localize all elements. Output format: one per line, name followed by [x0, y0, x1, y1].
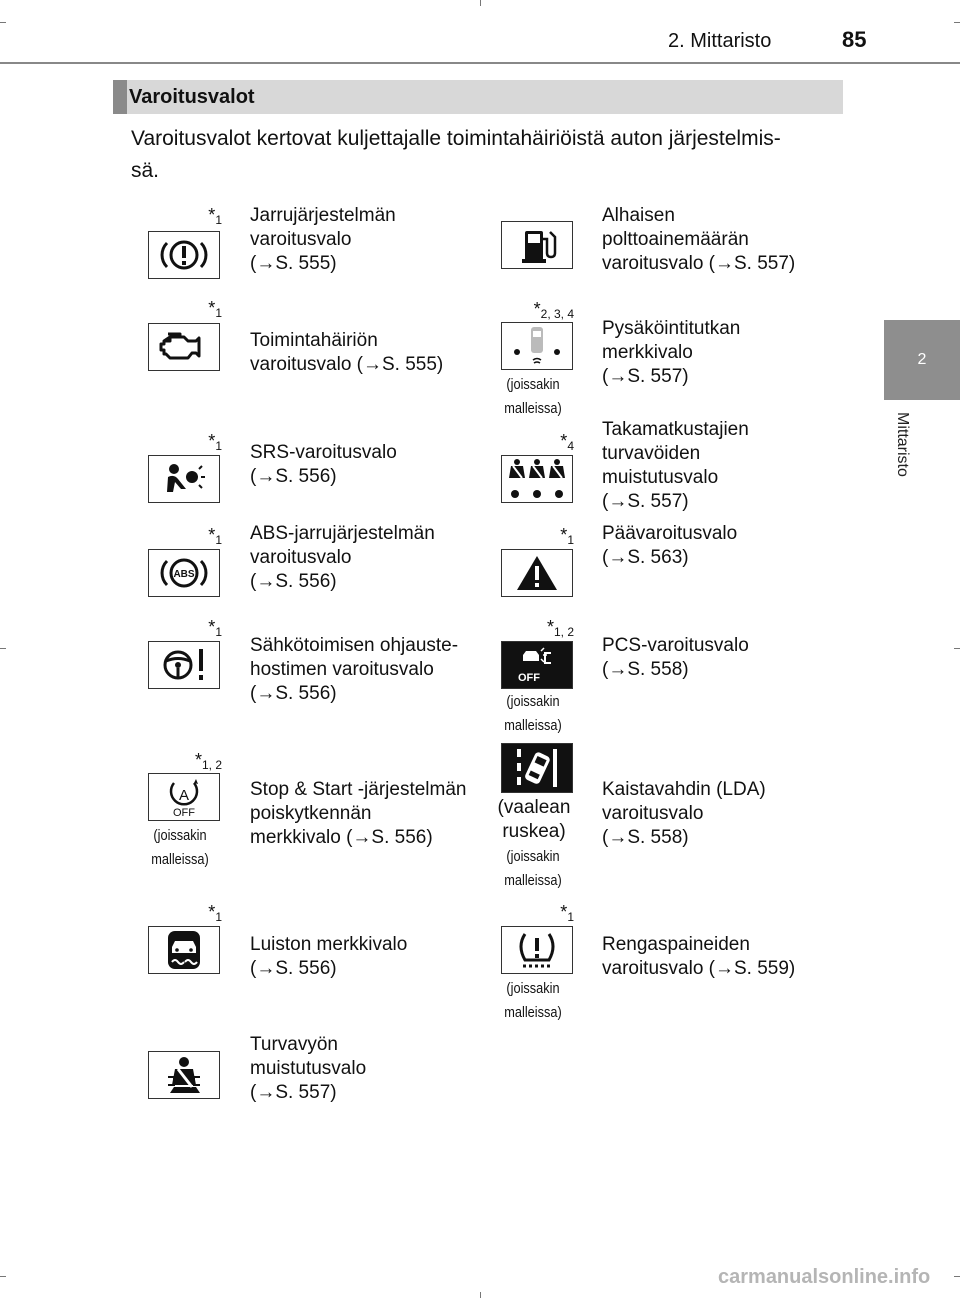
master-warning-icon	[501, 549, 573, 597]
svg-text:OFF: OFF	[173, 807, 195, 819]
footnote-marker: $*_{1, 2}$	[194, 750, 222, 772]
tire-pressure-icon	[501, 926, 573, 974]
svg-text:A: A	[178, 787, 190, 804]
lane-departure-icon	[501, 743, 573, 793]
item-description: ABS-jarrujärjestelmän varoitusvalo (→S. 556)	[250, 523, 435, 592]
chapter-tab[interactable]	[884, 320, 960, 400]
brake-warning-icon	[148, 231, 220, 279]
airbag-icon	[148, 455, 220, 503]
header-rule	[0, 62, 960, 64]
item-description: Turvavyön muistutusvalo (→S. 557)	[250, 1034, 367, 1103]
color-note: (vaalean ruskea)	[497, 797, 571, 842]
chapter-title: 2. Mittaristo	[668, 30, 772, 52]
item-description: Päävaroitusvalo (→S. 563)	[602, 523, 738, 568]
slip-indicator-icon	[148, 926, 220, 974]
footnote-marker: $*_1$	[208, 431, 222, 453]
footnote-marker: $*_1$	[208, 205, 222, 227]
footnote-marker: $*_1$	[560, 525, 574, 547]
chapter-tab-label: Mittaristo	[894, 412, 911, 477]
model-note: (joissakin malleissa)	[504, 980, 562, 1021]
watermark: carmanualsonline.info	[718, 1266, 931, 1288]
model-note: (joissakin malleissa)	[504, 376, 562, 417]
item-description: Luiston merkkivalo (→S. 556)	[250, 934, 408, 979]
footnote-marker: $*_1$	[208, 298, 222, 320]
item-description: Stop & Start -järjestelmän poiskytkennän merkkivalo (→S. 556)	[250, 779, 467, 848]
pcs-off-icon	[501, 641, 573, 689]
footnote-marker: $*_{2, 3, 4}$	[533, 299, 574, 321]
page-number: 85	[842, 27, 867, 52]
rear-seatbelt-icon	[501, 455, 573, 503]
section-heading-accent	[113, 80, 127, 114]
footnote-marker: $*_1$	[208, 525, 222, 547]
item-description: Jarrujärjestelmän varoitusvalo (→S. 555)	[250, 205, 396, 274]
model-note: (joissakin malleissa)	[151, 827, 209, 868]
model-note: (joissakin malleissa)	[504, 693, 562, 734]
item-description: Alhaisen polttoainemäärän varoitusvalo (→S. 557)	[602, 205, 796, 274]
footnote-marker: $*_1$	[208, 617, 222, 639]
abs-icon	[148, 549, 220, 597]
footnote-marker: $*_1$	[208, 902, 222, 924]
item-description: Rengaspaineiden varoitusvalo (→S. 559)	[602, 934, 796, 979]
intro-paragraph: Varoitusvalot kertovat kuljettajalle toimintahäiriöistä auton järjestelmis- sä.	[131, 127, 781, 182]
steering-warning-icon	[148, 641, 220, 689]
item-description: Takamatkustajien turvavöiden muistutusvalo (→S. 557)	[602, 419, 749, 512]
parking-sensor-icon	[501, 322, 573, 370]
svg-text:ABS: ABS	[173, 569, 195, 580]
seatbelt-icon	[148, 1051, 220, 1099]
section-heading: Varoitusvalot	[129, 86, 255, 108]
svg-text:OFF: OFF	[518, 672, 540, 684]
footnote-marker: $*_{1, 2}$	[546, 617, 574, 639]
item-description: Sähkötoimisen ohjauste- hostimen varoitusvalo (→S. 556)	[250, 635, 459, 704]
engine-icon	[148, 323, 220, 371]
auto-stop-off-icon	[148, 773, 220, 821]
item-description: Toimintahäiriön varoitusvalo (→S. 555)	[250, 330, 444, 375]
item-description: SRS-varoitusvalo (→S. 556)	[250, 442, 397, 487]
fuel-icon	[501, 221, 573, 269]
item-description: Kaistavahdin (LDA) varoitusvalo (→S. 558)	[602, 779, 766, 848]
model-note: (joissakin malleissa)	[504, 848, 562, 889]
footnote-marker: $*_4$	[560, 431, 574, 453]
chapter-tab-number: 2	[917, 351, 927, 368]
footnote-marker: $*_1$	[560, 902, 574, 924]
item-description: Pysäköintitutkan merkkivalo (→S. 557)	[602, 318, 741, 387]
item-description: PCS-varoitusvalo (→S. 558)	[602, 635, 749, 680]
